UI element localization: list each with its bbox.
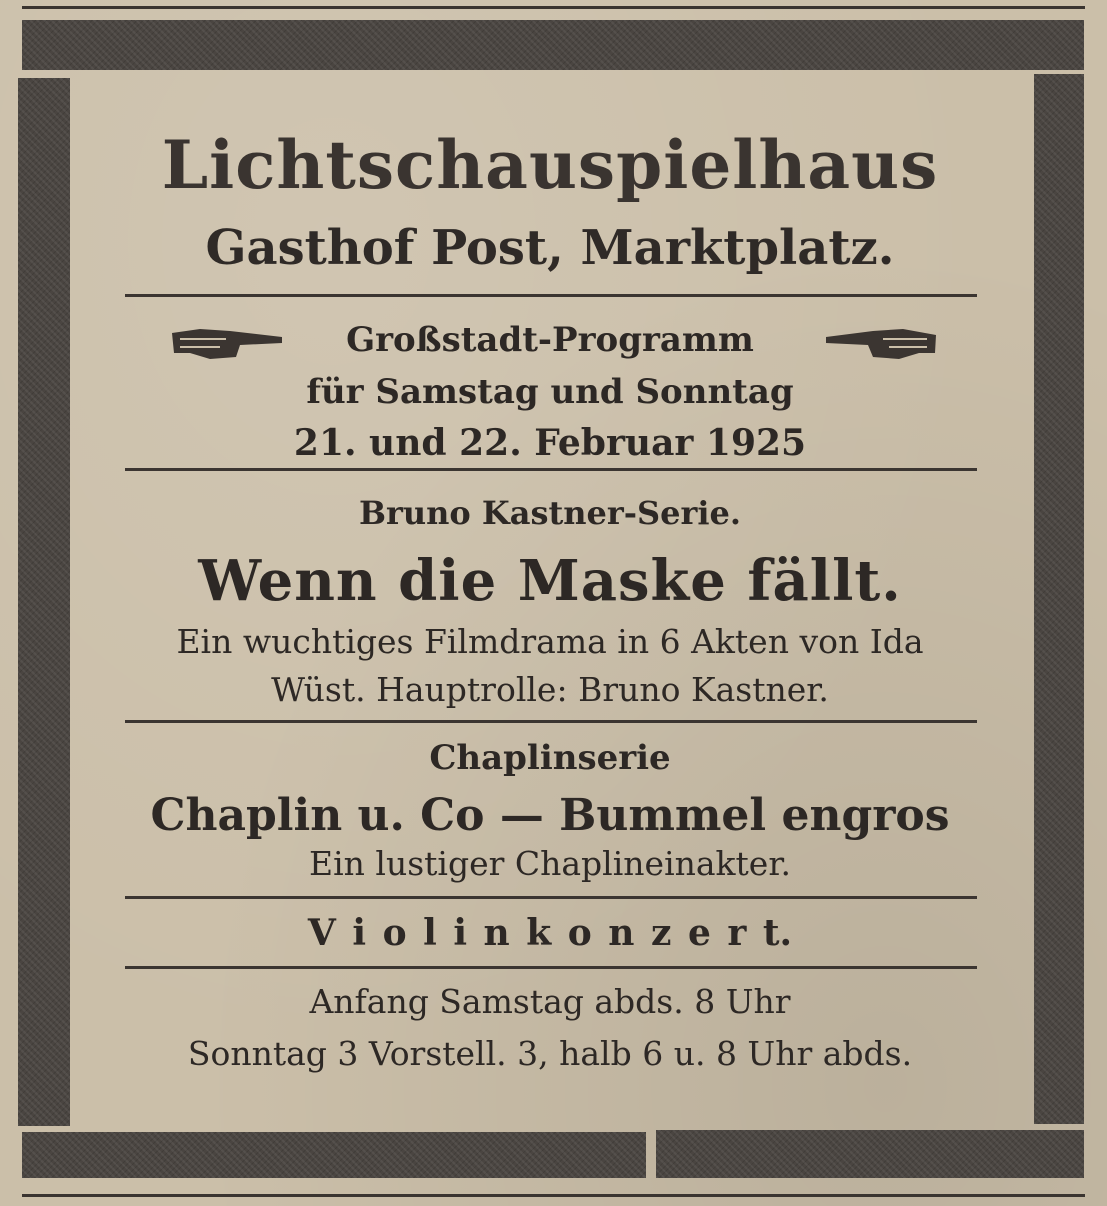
frame-bottom-border-right (656, 1130, 1084, 1178)
frame-right-border (1034, 74, 1084, 1124)
bottom-rule (22, 1194, 1085, 1197)
program-heading: Großstadt-Programm (346, 320, 754, 360)
frame-left-border (18, 78, 70, 1126)
top-rule (22, 6, 1085, 9)
chaplin-description: Ein lustiger Chaplineinakter. (309, 844, 791, 883)
feature-description-line1: Ein wuchtiges Filmdrama in 6 Akten von Ida (176, 622, 924, 661)
chaplin-series: Chaplinserie (429, 738, 671, 778)
program-days: für Samstag und Sonntag (306, 372, 794, 412)
feature-title: Wenn die Maske fällt. (198, 548, 902, 614)
times-block (120, 980, 980, 1080)
frame-bottom-border-left (22, 1132, 646, 1178)
chaplin-block (120, 734, 980, 894)
venue-subtitle: Gasthof Post, Marktplatz. (205, 220, 895, 276)
frame-top-border (22, 20, 1084, 70)
page-title: Lichtschauspielhaus (161, 126, 939, 204)
times-line2: Sonntag 3 Vorstell. 3, halb 6 u. 8 Uhr abds. (187, 1034, 913, 1073)
times-line1: Anfang Samstag abds. 8 Uhr (309, 982, 791, 1021)
feature-block (120, 490, 980, 720)
divider (125, 468, 977, 471)
program-date: 21. und 22. Februar 1925 (293, 422, 807, 464)
feature-description-line2: Wüst. Hauptrolle: Bruno Kastner. (271, 670, 829, 709)
feature-series: Bruno Kastner-Serie. (358, 494, 741, 532)
concert-label: V i o l i n k o n z e r t. (307, 912, 793, 954)
divider (125, 896, 977, 899)
concert-block (120, 908, 980, 964)
divider (125, 966, 977, 969)
divider (125, 294, 977, 297)
header-block (120, 120, 980, 320)
divider (125, 720, 977, 723)
chaplin-title: Chaplin u. Co — Bummel engros (150, 790, 950, 841)
program-block (120, 316, 980, 466)
